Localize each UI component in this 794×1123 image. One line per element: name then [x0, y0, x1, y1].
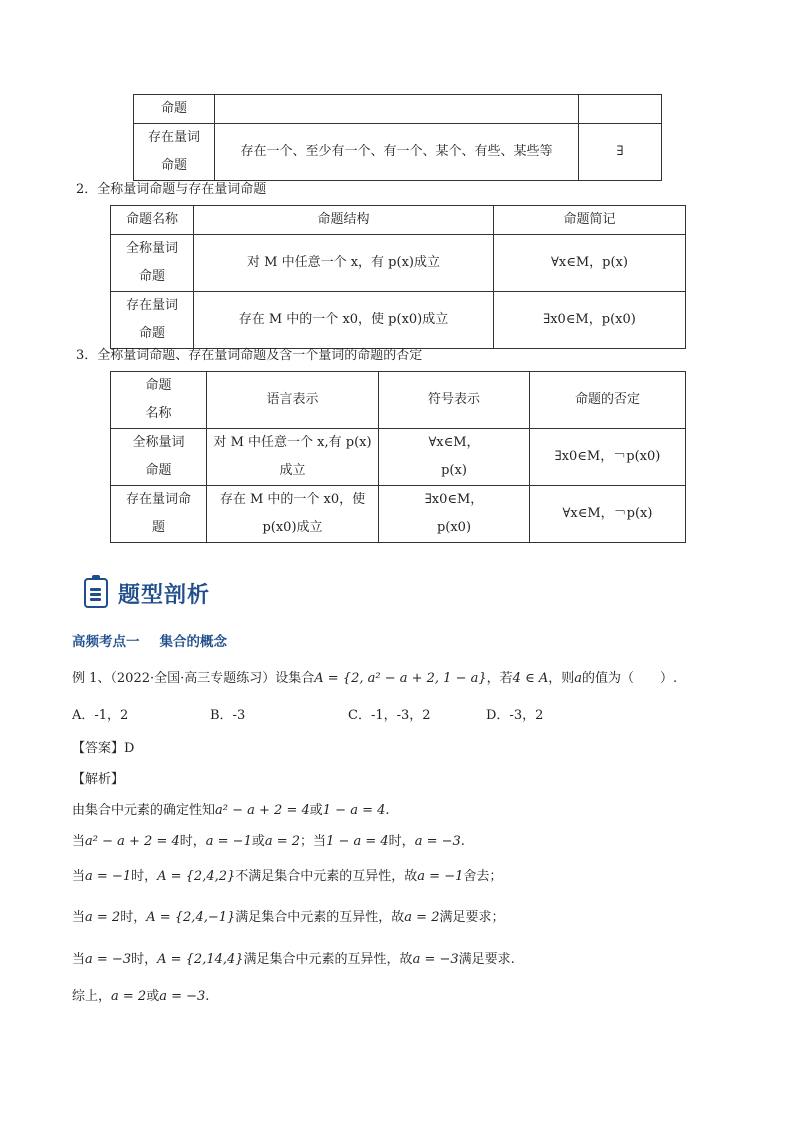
table-cell: 命题 — [134, 95, 215, 124]
table-row — [134, 124, 662, 181]
table-cell: 存在 M 中的一个 x0，使 p(x0)成立 — [207, 486, 379, 543]
table-header-row — [111, 206, 686, 235]
option-a: A．-1，2 — [72, 708, 129, 723]
table-cell: 全称量词 命题 — [111, 429, 207, 486]
table-cell: 存在 M 中的一个 x0，使 p(x0)成立 — [194, 292, 494, 349]
table-cell: ∀x∈M，p(x) — [494, 235, 686, 292]
option-c: C．-1，-3，2 — [348, 708, 431, 723]
table-header-row — [111, 372, 686, 429]
analysis-line-5: 当a = −3时，A = {2,14,4}满足集合中元素的互异性，故a = −3满足要求. — [72, 952, 515, 967]
table-cell: 对 M 中任意一个 x，有 p(x)成立 — [194, 235, 494, 292]
table-row — [111, 292, 686, 349]
answer: 【答案】D — [72, 741, 135, 756]
column-header: 命题结构 — [194, 206, 494, 235]
table-cell: ∃x0∈M，p(x0) — [494, 292, 686, 349]
analysis-line-4: 当a = 2时，A = {2,4,−1}满足集合中元素的互异性，故a = 2满足要求； — [72, 910, 505, 925]
table-cell: ∀x∈M，￢p(x) — [530, 486, 686, 543]
section-title: 3．全称量词命题、存在量词命题及含一个量词的命题的否定 — [76, 348, 423, 363]
analysis-line-2: 当a² − a + 2 = 4时，a = −1或a = 2；当1 − a = 4时，a = −3. — [72, 834, 465, 849]
section-title: 2．全称量词命题与存在量词命题 — [76, 182, 267, 197]
table-cell: 存在一个、至少有一个、有一个、某个、有些、某些等 — [215, 124, 579, 181]
quantifier-table-top — [133, 94, 662, 181]
analysis-line-3: 当a = −1时，A = {2,4,2}不满足集合中元素的互异性，故a = −1舍去； — [72, 869, 503, 884]
table-cell — [215, 95, 579, 124]
column-header: 命题简记 — [494, 206, 686, 235]
column-header: 命题 名称 — [111, 372, 207, 429]
table-cell: ∃ — [579, 124, 662, 181]
column-header: 命题的否定 — [530, 372, 686, 429]
table-row — [111, 429, 686, 486]
column-header: 符号表示 — [379, 372, 530, 429]
column-header: 命题名称 — [111, 206, 194, 235]
analysis-line-6: 综上，a = 2或a = −3. — [72, 989, 210, 1004]
analysis-label: 【解析】 — [72, 772, 125, 787]
clipboard-icon — [84, 578, 108, 608]
table-cell: ∃x0∈M， p(x0) — [379, 486, 530, 543]
analysis-line-1: 由集合中元素的确定性知a² − a + 2 = 4或1 − a = 4. — [72, 803, 390, 818]
table-cell: 全称量词 命题 — [111, 235, 194, 292]
heading-title: 题型剖析 — [118, 582, 211, 608]
table-cell — [579, 95, 662, 124]
quantifier-proposition-table — [110, 205, 686, 349]
column-header: 语言表示 — [207, 372, 379, 429]
example-question: 例 1、（2022·全国·高三专题练习）设集合A = {2, a² − a + 2, 1 − a}，若4 ∈ A，则a的值为（ ）. — [72, 671, 678, 686]
subheading: 高频考点一 集合的概念 — [72, 634, 227, 650]
table-row — [111, 486, 686, 543]
option-b: B．-3 — [210, 708, 246, 723]
table-row — [111, 235, 686, 292]
section-heading — [84, 576, 210, 610]
table-cell: 对 M 中任意一个 x,有 p(x) 成立 — [207, 429, 379, 486]
table-cell: ∃x0∈M，￢p(x0) — [530, 429, 686, 486]
table-cell: 存在量词 命题 — [111, 292, 194, 349]
table-row — [134, 95, 662, 124]
table-cell: 存在量词 命题 — [134, 124, 215, 181]
table-cell: 存在量词命 题 — [111, 486, 207, 543]
table-cell: ∀x∈M， p(x) — [379, 429, 530, 486]
negation-table — [110, 371, 686, 543]
option-d: D．-3，2 — [486, 708, 544, 723]
